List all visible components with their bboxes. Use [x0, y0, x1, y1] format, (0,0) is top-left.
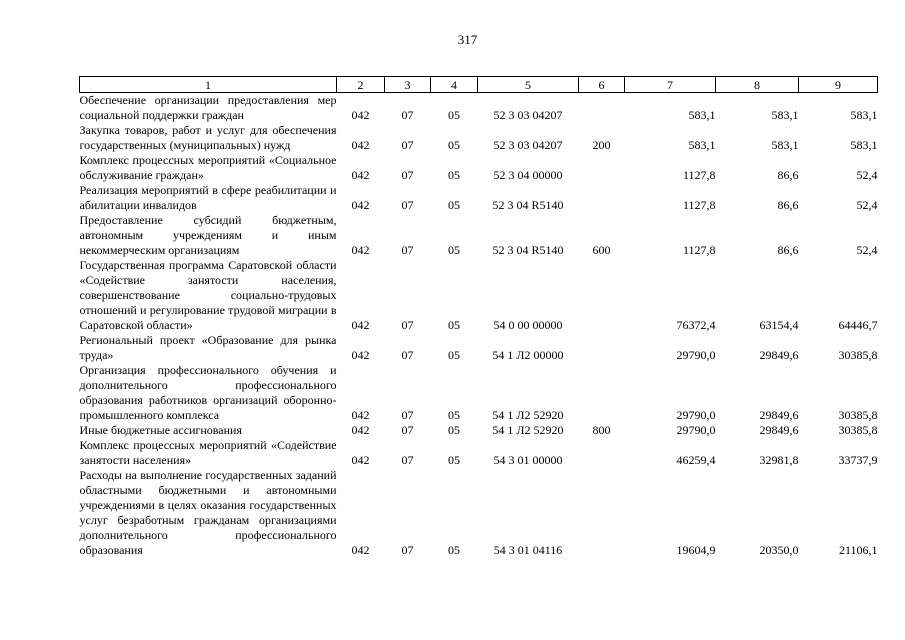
- row-code: 042: [351, 198, 370, 212]
- table-row: [80, 423, 878, 438]
- row-section: 07: [401, 318, 414, 332]
- header-col-7: 7: [625, 77, 716, 93]
- row-amount-col7: 19604,9: [676, 543, 716, 557]
- row-subsection: 05: [448, 138, 460, 152]
- budget-table: [79, 76, 878, 558]
- row-target-article: 54 1 Л2 52920: [492, 423, 564, 437]
- row-section: 07: [401, 408, 414, 422]
- header-col-4: 4: [431, 77, 478, 93]
- row-amount-col9: 30385,8: [838, 423, 878, 437]
- row-code: 042: [351, 243, 370, 257]
- row-target-article: 54 3 01 04116: [493, 543, 563, 557]
- row-amount-col9: 30385,8: [838, 408, 878, 422]
- header-col-9: 9: [799, 77, 878, 93]
- row-amount-col9: 52,4: [856, 198, 878, 212]
- row-subsection: 05: [448, 348, 460, 362]
- row-amount-col7: 76372,4: [676, 318, 716, 332]
- row-section: 07: [401, 453, 414, 467]
- row-amount-col9: 64446,7: [838, 318, 878, 332]
- row-description: Региональный проект «Образование для рынка труда»: [79, 333, 337, 362]
- row-amount-col8: 583,1: [771, 138, 799, 152]
- header-col-1: 1: [80, 77, 337, 93]
- row-expense-type: [579, 258, 625, 333]
- table-row: [80, 333, 878, 363]
- row-target-article: 54 0 00 00000: [493, 318, 563, 332]
- header-col-8: 8: [716, 77, 799, 93]
- row-amount-col7: 29790,0: [676, 348, 716, 362]
- row-section: 07: [401, 168, 414, 182]
- row-amount-col9: 52,4: [856, 168, 878, 182]
- row-amount-col9: 52,4: [856, 243, 878, 257]
- row-section: 07: [401, 138, 414, 152]
- row-target-article: 52 3 04 00000: [493, 168, 563, 182]
- table-row: [80, 183, 878, 213]
- row-amount-col7: 29790,0: [676, 423, 716, 437]
- row-code: 042: [351, 408, 370, 422]
- row-expense-type: 200: [592, 138, 611, 152]
- row-description: Расходы на выполнение государственных заданий областными бюджетными и автономными учреждениями в целях оказания государственных услуг безработным гражданам организациями дополнительного профессионального образования: [79, 468, 337, 557]
- row-code: 042: [351, 423, 370, 437]
- row-subsection: 05: [448, 168, 460, 182]
- row-expense-type: 600: [592, 243, 611, 257]
- row-subsection: 05: [448, 543, 460, 557]
- row-amount-col8: 29849,6: [759, 408, 799, 422]
- row-description: Предоставление субсидий бюджетным, автономным учреждениям и иным некоммерческим организациям: [79, 213, 337, 257]
- row-description: Комплекс процессных мероприятий «Социальное обслуживание граждан»: [79, 153, 337, 182]
- row-section: 07: [401, 348, 414, 362]
- row-description: Закупка товаров, работ и услуг для обеспечения государственных (муниципальных) нужд: [79, 123, 337, 152]
- row-amount-col8: 86,6: [777, 198, 799, 212]
- row-expense-type: [579, 183, 625, 213]
- row-description: Государственная программа Саратовской области «Содействие занятости населения, совершенствование социально-трудовых отношений и регулирование трудовой миграции в Саратовской области»: [79, 258, 337, 332]
- row-expense-type: [579, 468, 625, 558]
- row-expense-type: [579, 93, 625, 124]
- table-row: [80, 153, 878, 183]
- row-target-article: 52 3 03 04207: [493, 138, 563, 152]
- row-target-article: 52 3 03 04207: [493, 108, 563, 122]
- table-header-row: [80, 77, 878, 93]
- table-row: [80, 438, 878, 468]
- row-amount-col9: 33737,9: [838, 453, 878, 467]
- row-amount-col7: 29790,0: [676, 408, 716, 422]
- row-subsection: 05: [448, 423, 460, 437]
- table-row: [80, 258, 878, 333]
- row-amount-col9: 21106,1: [838, 543, 878, 557]
- row-amount-col8: 29849,6: [759, 348, 799, 362]
- row-section: 07: [401, 198, 414, 212]
- row-amount-col7: 583,1: [688, 108, 716, 122]
- row-expense-type: [579, 333, 625, 363]
- row-amount-col8: 20350,0: [759, 543, 799, 557]
- row-target-article: 54 1 Л2 52920: [492, 408, 564, 422]
- row-amount-col8: 32981,8: [759, 453, 799, 467]
- row-expense-type: [579, 363, 625, 423]
- header-col-2: 2: [337, 77, 385, 93]
- row-expense-type: [579, 153, 625, 183]
- row-target-article: 54 1 Л2 00000: [492, 348, 564, 362]
- row-description: Организация профессионального обучения и дополнительного профессионального образования работников организаций оборонно-промышленного комплекса: [79, 363, 337, 422]
- row-subsection: 05: [448, 318, 460, 332]
- row-amount-col8: 583,1: [771, 108, 799, 122]
- page-number: 317: [457, 32, 478, 47]
- row-code: 042: [351, 543, 370, 557]
- table-row: [80, 468, 878, 558]
- table-row: [80, 363, 878, 423]
- header-col-5: 5: [478, 77, 579, 93]
- row-section: 07: [401, 423, 414, 437]
- header-col-3: 3: [385, 77, 431, 93]
- table-row: [80, 213, 878, 258]
- row-target-article: 52 3 04 R5140: [492, 243, 564, 257]
- row-amount-col7: 583,1: [688, 138, 716, 152]
- row-subsection: 05: [448, 408, 460, 422]
- row-code: 042: [351, 348, 370, 362]
- row-subsection: 05: [448, 243, 460, 257]
- row-expense-type: [579, 438, 625, 468]
- row-subsection: 05: [448, 453, 460, 467]
- table-row: [80, 93, 878, 124]
- table-row: [80, 123, 878, 153]
- row-expense-type: 800: [592, 423, 611, 437]
- row-amount-col7: 46259,4: [676, 453, 716, 467]
- row-amount-col7: 1127,8: [682, 198, 716, 212]
- row-amount-col7: 1127,8: [682, 168, 716, 182]
- row-section: 07: [401, 543, 414, 557]
- row-amount-col7: 1127,8: [682, 243, 716, 257]
- row-code: 042: [351, 108, 370, 122]
- row-amount-col8: 86,6: [777, 168, 799, 182]
- row-amount-col8: 29849,6: [759, 423, 799, 437]
- row-amount-col9: 30385,8: [838, 348, 878, 362]
- row-code: 042: [351, 168, 370, 182]
- row-amount-col9: 583,1: [850, 138, 878, 152]
- row-section: 07: [401, 243, 414, 257]
- row-amount-col8: 86,6: [777, 243, 799, 257]
- header-col-6: 6: [579, 77, 625, 93]
- row-code: 042: [351, 453, 370, 467]
- row-description: Комплекс процессных мероприятий «Содействие занятости населения»: [79, 438, 337, 467]
- row-target-article: 54 3 01 00000: [493, 453, 563, 467]
- row-description: Обеспечение организации предоставления мер социальной поддержки граждан: [79, 93, 337, 122]
- row-description: Реализация мероприятий в сфере реабилитации и абилитации инвалидов: [79, 183, 337, 212]
- row-section: 07: [401, 108, 414, 122]
- row-target-article: 52 3 04 R5140: [492, 198, 564, 212]
- row-amount-col8: 63154,4: [759, 318, 799, 332]
- row-subsection: 05: [448, 198, 460, 212]
- row-amount-col9: 583,1: [850, 108, 878, 122]
- row-description: Иные бюджетные ассигнования: [79, 423, 242, 437]
- row-code: 042: [351, 318, 370, 332]
- row-code: 042: [351, 138, 370, 152]
- row-subsection: 05: [448, 108, 460, 122]
